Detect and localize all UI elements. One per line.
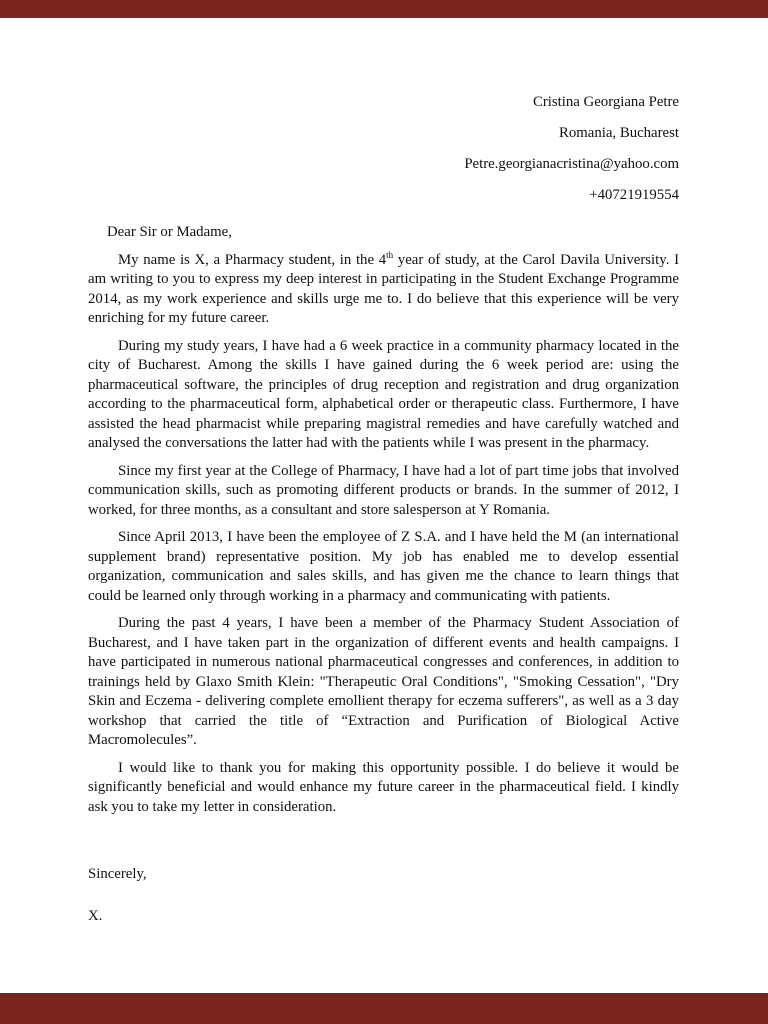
paragraph-practice-experience: During my study years, I have had a 6 week practice in a community pharmacy located in the city of Bucharest. Among the skills I have gained during the 6 week period are: using the pharmaceutical software, the principles of drug reception and registration and drug organization according to the pharmaceutical form, alphabetical order or therapeutic class. Furthermore, I have assisted the head pharmacist while preparing magistral remedies and have carefully watched and analysed the conversations the latter had with the patients while I was present in the pharmacy. [88,337,679,451]
paragraph-thanks: I would like to thank you for making this opportunity possible. I do believe it would be significantly beneficial and would enhance my future career in the pharmaceutical field. I kindly ask you to take my letter in consideration. [88,759,679,815]
ordinal-suffix: th [386,249,394,260]
paragraph-associations-trainings: During the past 4 years, I have been a member of the Pharmacy Student Association of Bucharest, and I have taken part in the organization of different events and health campaigns. I have participated in numerous national pharmaceutical congresses and conferences, in addition to trainings held by Glaxo Smith Klein: "Therapeutic Oral Conditions", "Smoking Cessation", "Dry Skin and Eczema - delivering complete emollient therapy for eczema sufferers", as well as a 3 day workshop that carried the title of “Extraction and Purification of Biological Active Macromolecules”. [88,615,679,748]
viewer-chrome-top [0,0,768,18]
signature: X. [88,907,103,924]
viewer-chrome-bottom [0,993,768,1024]
sender-email: Petre.georgianacristina@yahoo.com [464,156,679,172]
paragraph-current-employment: Since April 2013, I have been the employee of Z S.A. and I have held the M (an international supplement brand) representative position. My job has enabled me to develop essential organization, communication and sales skills, and has given me the chance to learn things that could be learned only through working in a pharmacy and communicating with patients. [88,529,679,604]
sender-phone: +40721919554 [589,187,679,203]
paragraph-introduction-text-after: year of study, at the Carol Davila University. I am writing to you to express my deep interest in participating in the Student Exchange Programme 2014, as my work experience and skills urge me to. I do believe that this experience will be very enriching for my future career. [88,251,680,326]
paragraph-part-time-jobs: Since my first year at the College of Pharmacy, I have had a lot of part time jobs that involved communication skills, such as promoting different products or brands. In the summer of 2012, I worked, for three months, as a consultant and store salesperson at Y Romania. [88,462,679,518]
closing: Sincerely, [88,866,147,882]
sender-location: Romania, Bucharest [559,125,679,141]
sender-name: Cristina Georgiana Petre [532,94,679,110]
paragraph-introduction [88,251,679,329]
salutation: Dear Sir or Madame, [107,224,232,240]
paragraph-introduction-text-before: My name is X, a Pharmacy student, in the 4 [118,251,387,268]
sender-contact-block [88,93,679,205]
document-page [0,18,768,993]
